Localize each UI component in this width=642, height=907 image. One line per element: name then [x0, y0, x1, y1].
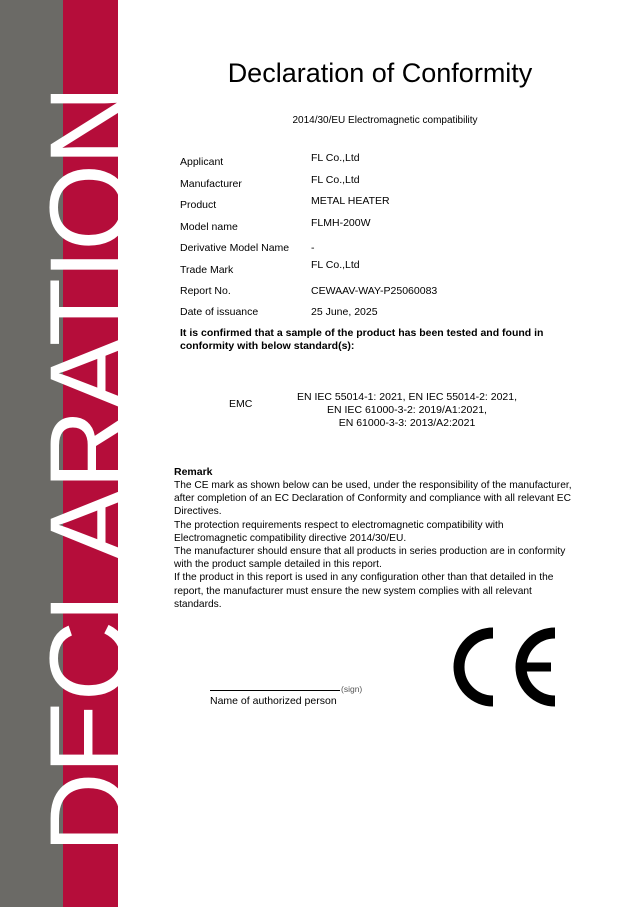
remark-body	[174, 479, 574, 611]
field-label-report-no: Report No.	[180, 285, 231, 297]
field-value-derivative-model: -	[311, 242, 315, 254]
remark-paragraph: The CE mark as shown below can be used, under the responsibility of the manufacturer, after completion of an EC Declaration of Conformity and compliance with all relevant EC Directives.	[174, 480, 572, 518]
field-label-trade-mark: Trade Mark	[180, 264, 234, 276]
standard-line: EN IEC 61000-3-2: 2019/A1:2021,	[327, 404, 487, 416]
field-value-product: METAL HEATER	[311, 195, 390, 207]
field-label-product: Product	[180, 199, 217, 211]
standards-label: EMC	[229, 398, 253, 410]
remark-title: Remark	[174, 466, 213, 478]
remark-paragraph: The manufacturer should ensure that all products in series production are in conformity with the product sample detailed in this report.	[174, 546, 566, 571]
standard-line: EN IEC 55014-1: 2021, EN IEC 55014-2: 2021,	[296, 391, 518, 403]
side-banner-text: DECLARATION	[27, 86, 152, 854]
field-value-model-name: FLMH-200W	[311, 217, 371, 229]
confirmation-statement: It is confirmed that a sample of the product has been tested and found in conformity with below standard(s):	[180, 327, 544, 352]
field-label-derivative-model: Derivative Model Name	[180, 242, 290, 254]
signature-label: Name of authorized person	[210, 695, 337, 707]
signature-hint: (sign)	[341, 684, 363, 694]
field-value-manufacturer: FL Co.,Ltd	[311, 174, 360, 186]
field-value-report-no: CEWAAV-WAY-P25060083	[311, 285, 438, 297]
directive-subtitle: 2014/30/EU Electromagnetic compatibility	[292, 115, 478, 126]
ce-mark-icon	[443, 625, 561, 709]
remark-paragraph: If the product in this report is used in any configuration other than that detailed in the report, the manufacturer must ensure the new system complies with all relevant standards.	[174, 572, 554, 610]
remark-paragraph: The protection requirements respect to electromagnetic compatibility with Electromagnetic compatibility directive 2014/30/EU.	[174, 519, 504, 544]
standard-line: EN 61000-3-3: 2013/A2:2021	[338, 417, 476, 429]
page-title: Declaration of Conformity	[227, 58, 533, 88]
signature-line	[210, 690, 340, 691]
field-label-manufacturer: Manufacturer	[180, 178, 242, 190]
field-value-trade-mark: FL Co.,Ltd	[311, 259, 360, 271]
field-value-date-of-issuance: 25 June, 2025	[311, 306, 378, 318]
field-label-applicant: Applicant	[180, 156, 224, 168]
field-label-date-of-issuance: Date of issuance	[180, 306, 259, 318]
field-value-applicant: FL Co.,Ltd	[311, 152, 360, 164]
field-label-model-name: Model name	[180, 221, 238, 233]
standards-list	[272, 391, 542, 430]
